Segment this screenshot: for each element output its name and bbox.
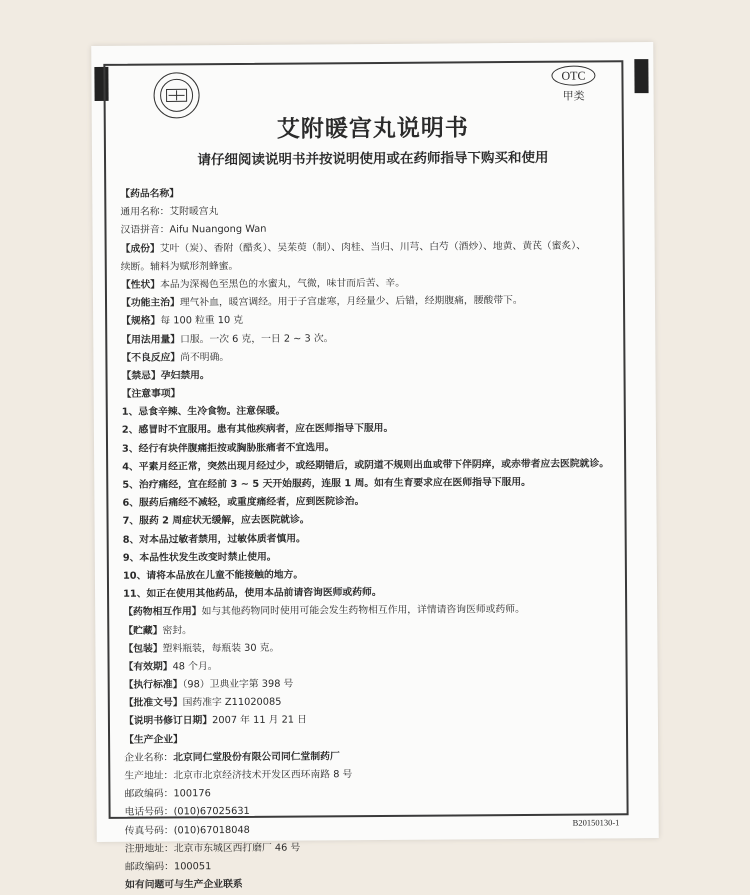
document-title: 艾附暖宫丸说明书 <box>92 108 654 145</box>
label: 【说明书修订日期】 <box>124 716 212 728</box>
ingredients-row-2: 续断。辅料为赋形剂蜂蜜。 <box>121 255 611 277</box>
value: (010)67025631 <box>174 806 250 818</box>
label: 电话号码： <box>125 807 174 818</box>
label: 邮政编码： <box>124 789 173 800</box>
label: 【批准文号】 <box>124 698 183 709</box>
precaution-item: 11、如正在使用其他药品，使用本品前请咨询医师或药师。 <box>123 582 613 604</box>
value: 艾叶（炭）、香附（醋炙）、吴茱萸（制）、肉桂、当归、川芎、白芍（酒炒）、地黄、黄芪（蜜炙）、 <box>160 240 586 254</box>
label: 通用名称： <box>120 207 169 218</box>
precautions-header: 【注意事项】 <box>122 382 612 404</box>
label: 【有效期】 <box>124 661 173 672</box>
value: Aifu Nuangong Wan <box>169 224 266 236</box>
label: 【性状】 <box>121 279 160 290</box>
value: 国药准字 Z11020085 <box>183 697 282 709</box>
label: 【成份】 <box>121 243 160 254</box>
value: （98）卫典业字第 398 号 <box>182 679 293 691</box>
precaution-item: 8、对本品过敏者禁用，过敏体质者慎用。 <box>123 528 613 550</box>
precaution-item: 10、请将本品放在儿童不能接触的地方。 <box>123 564 613 586</box>
value: (010)67018048 <box>174 824 250 836</box>
precaution-item: 9、本品性状发生改变时禁止使用。 <box>123 546 613 568</box>
label: 注册地址： <box>125 843 174 854</box>
precaution-item: 5、治疗痛经，宜在经前 3 ~ 5 天开始服药，连服 1 周。如有生育要求应在医师指导下服用。 <box>122 473 612 495</box>
label: 邮政编码： <box>125 861 174 872</box>
section-name-header: 【药品名称】 <box>120 182 610 204</box>
value: 密封。 <box>162 625 191 636</box>
precaution-item: 7、服药 2 周症状无缓解，应去医院就诊。 <box>122 510 612 532</box>
value: 口服。一次 6 克，一日 2 ~ 3 次。 <box>180 333 333 345</box>
value: 北京同仁堂股份有限公司同仁堂制药厂 <box>173 751 340 763</box>
instruction-body <box>120 182 615 895</box>
footer-contact: 如有问题可与生产企业联系 <box>125 873 615 895</box>
print-code: B20150130-1 <box>573 817 620 827</box>
otc-badge <box>551 65 595 103</box>
value: 理气补血，暖宫调经。用于子宫虚寒，月经量少、后错，经期腹痛，腰酸带下。 <box>180 295 523 308</box>
value: 北京市东城区西打磨厂 46 号 <box>174 842 301 854</box>
value: 100176 <box>173 788 210 799</box>
precaution-item: 2、感冒时不宜服用。患有其他疾病者，应在医师指导下服用。 <box>122 419 612 441</box>
value: 塑料瓶装，每瓶装 30 克。 <box>163 642 280 654</box>
instruction-sheet <box>91 42 659 842</box>
value: 48 个月。 <box>173 661 218 672</box>
label: 【规格】 <box>121 316 160 327</box>
otc-label: OTC <box>551 65 595 85</box>
maker-header: 【生产企业】 <box>124 728 614 750</box>
value: 100051 <box>174 861 211 872</box>
label: 【执行标准】 <box>124 679 183 690</box>
precaution-item: 1、忌食辛辣、生冷食物。注意保暖。 <box>122 401 612 423</box>
precaution-item: 4、平素月经正常，突然出现月经过少，或经期错后，或阴道不规则出血或带下伴阴痒，或赤带者应去医院就诊。 <box>122 455 612 477</box>
value: 尚不明确。 <box>180 352 229 363</box>
value: 2007 年 11 月 21 日 <box>212 715 307 727</box>
label: 【药物相互作用】 <box>123 607 201 619</box>
label: 【不良反应】 <box>121 352 180 363</box>
label: 汉语拼音： <box>120 225 169 236</box>
otc-category: 甲类 <box>552 87 596 103</box>
registration-mark-right <box>634 59 648 93</box>
value: 每 100 粒重 10 克 <box>160 315 243 327</box>
label: 生产地址： <box>124 770 173 781</box>
value: 艾附暖宫丸 <box>169 206 218 217</box>
document-subtitle: 请仔细阅读说明书并按说明使用或在药师指导下购买和使用 <box>92 145 654 169</box>
value: 本品为深褐色至黑色的水蜜丸，气微，味甘而后苦、辛。 <box>160 278 405 291</box>
label: 【禁忌】 <box>121 370 160 381</box>
label: 【贮藏】 <box>123 625 162 636</box>
ingredients-row <box>121 237 611 259</box>
value: 孕妇禁用。 <box>161 370 210 381</box>
value: 如与其他药物同时使用可能会发生药物相互作用，详情请咨询医师或药师。 <box>202 604 525 617</box>
label: 【包装】 <box>123 643 162 654</box>
precaution-item: 3、经行有块伴腹痛拒按或胸胁胀痛者不宜选用。 <box>122 437 612 459</box>
precaution-item: 6、服药后痛经不减轻，或重度痛经者，应到医院诊治。 <box>122 492 612 514</box>
label: 企业名称： <box>124 752 173 763</box>
label: 【用法用量】 <box>121 334 180 345</box>
label: 【功能主治】 <box>121 297 180 308</box>
label: 传真号码： <box>125 825 174 836</box>
value: 北京市北京经济技术开发区西环南路 8 号 <box>173 769 352 781</box>
